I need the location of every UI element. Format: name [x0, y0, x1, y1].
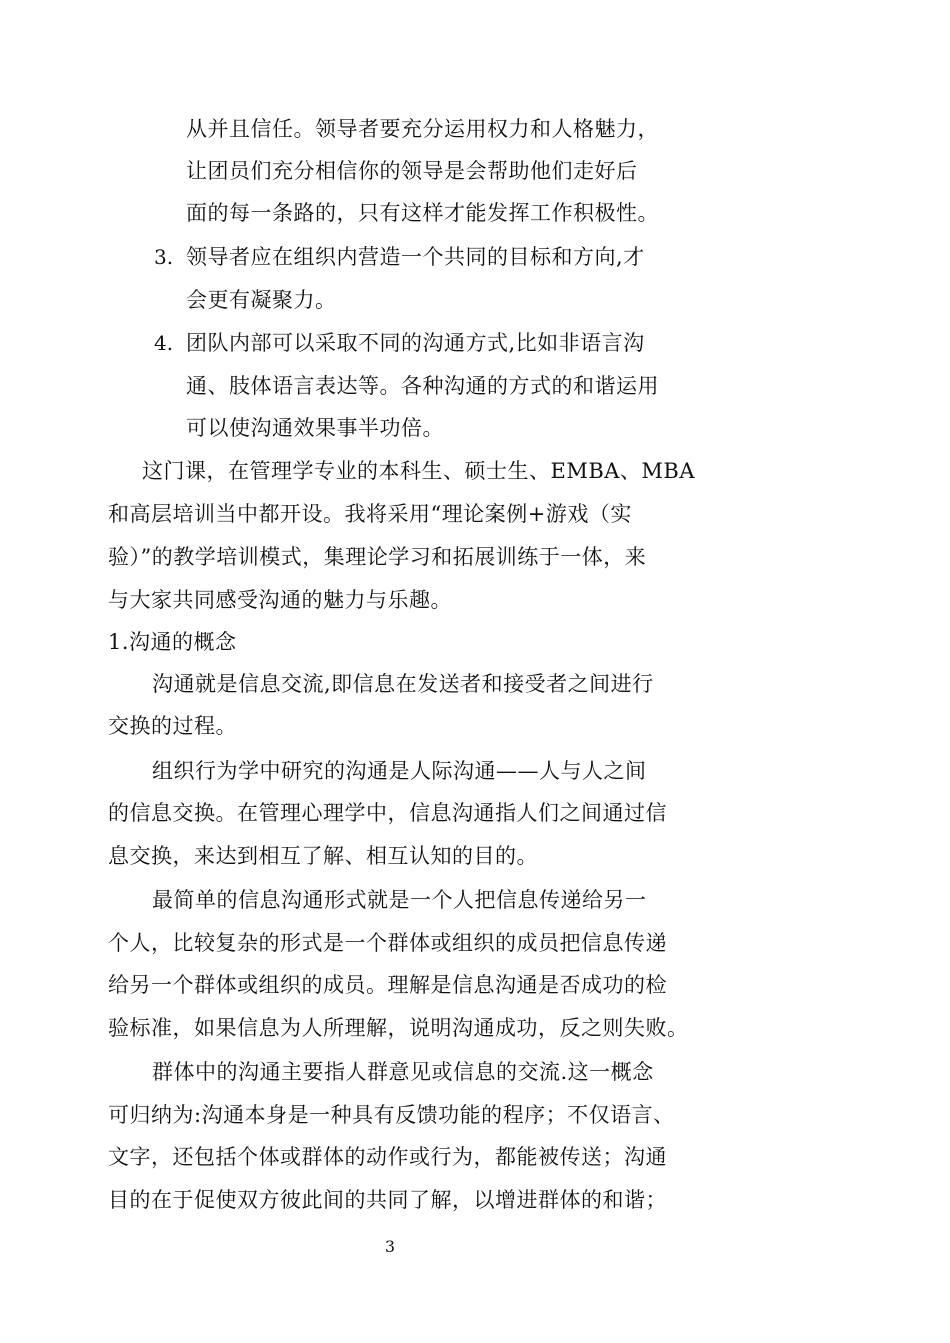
paragraph-line: 个人，比较复杂的形式是一个群体或组织的成员把信息传递 [108, 931, 667, 955]
paragraph-line: 可归纳为:沟通本身是一种具有反馈功能的程序；不仅语言、 [108, 1103, 675, 1127]
paragraph-line: 交换的过程。 [108, 714, 237, 738]
page-number: 3 [384, 1237, 396, 1256]
paragraph-line: 这门课，在管理学专业的本科生、硕士生、EMBA、MBA [142, 459, 696, 483]
list-item-line: 领导者应在组织内营造一个共同的目标和方向,才 [186, 245, 645, 269]
list-continuation-line: 从并且信任。领导者要充分运用权力和人格魅力， [186, 117, 659, 141]
list-item-number: 3. [154, 245, 174, 269]
paragraph-line: 验）”的教学培训模式，集理论学习和拓展训练于一体，来 [108, 545, 647, 569]
paragraph-line: 组织行为学中研究的沟通是人际沟通——人与人之间 [152, 759, 647, 783]
paragraph-line: 息交换，来达到相互了解、相互认知的目的。 [108, 844, 538, 868]
paragraph-line: 最简单的信息沟通形式就是一个人把信息传递给另一 [152, 888, 647, 912]
list-item-line: 可以使沟通效果事半功倍。 [186, 416, 444, 440]
list-continuation-line: 让团员们充分相信你的领导是会帮助他们走好后 [186, 159, 638, 183]
paragraph-line: 的信息交换。在管理心理学中，信息沟通指人们之间通过信 [108, 801, 667, 825]
list-continuation-line: 面的每一条路的，只有这样才能发挥工作积极性。 [186, 201, 659, 225]
section-heading: 1.沟通的概念 [108, 630, 237, 654]
paragraph-line: 文字，还包括个体或群体的动作或行为，都能被传送；沟通 [108, 1145, 667, 1169]
paragraph-line: 沟通就是信息交流,即信息在发送者和接受者之间进行 [152, 672, 654, 696]
paragraph-line: 目的在于促使双方彼此间的共同了解，以增进群体的和谐； [108, 1188, 667, 1212]
paragraph-line: 群体中的沟通主要指人群意见或信息的交流.这一概念 [152, 1060, 654, 1084]
paragraph-line: 验标准，如果信息为人所理解，说明沟通成功，反之则失败。 [108, 1016, 689, 1040]
paragraph-line: 给另一个群体或组织的成员。理解是信息沟通是否成功的检 [108, 973, 667, 997]
paragraph-line: 和高层培训当中都开设。我将采用“理论案例+游戏（实 [108, 502, 632, 526]
list-item-line: 团队内部可以采取不同的沟通方式,比如非语言沟 [186, 331, 645, 355]
list-item-number: 4. [154, 331, 174, 355]
list-item-line: 会更有凝聚力。 [186, 288, 337, 312]
paragraph-line: 与大家共同感受沟通的魅力与乐趣。 [108, 588, 452, 612]
list-item-line: 通、肢体语言表达等。各种沟通的方式的和谐运用 [186, 374, 659, 398]
